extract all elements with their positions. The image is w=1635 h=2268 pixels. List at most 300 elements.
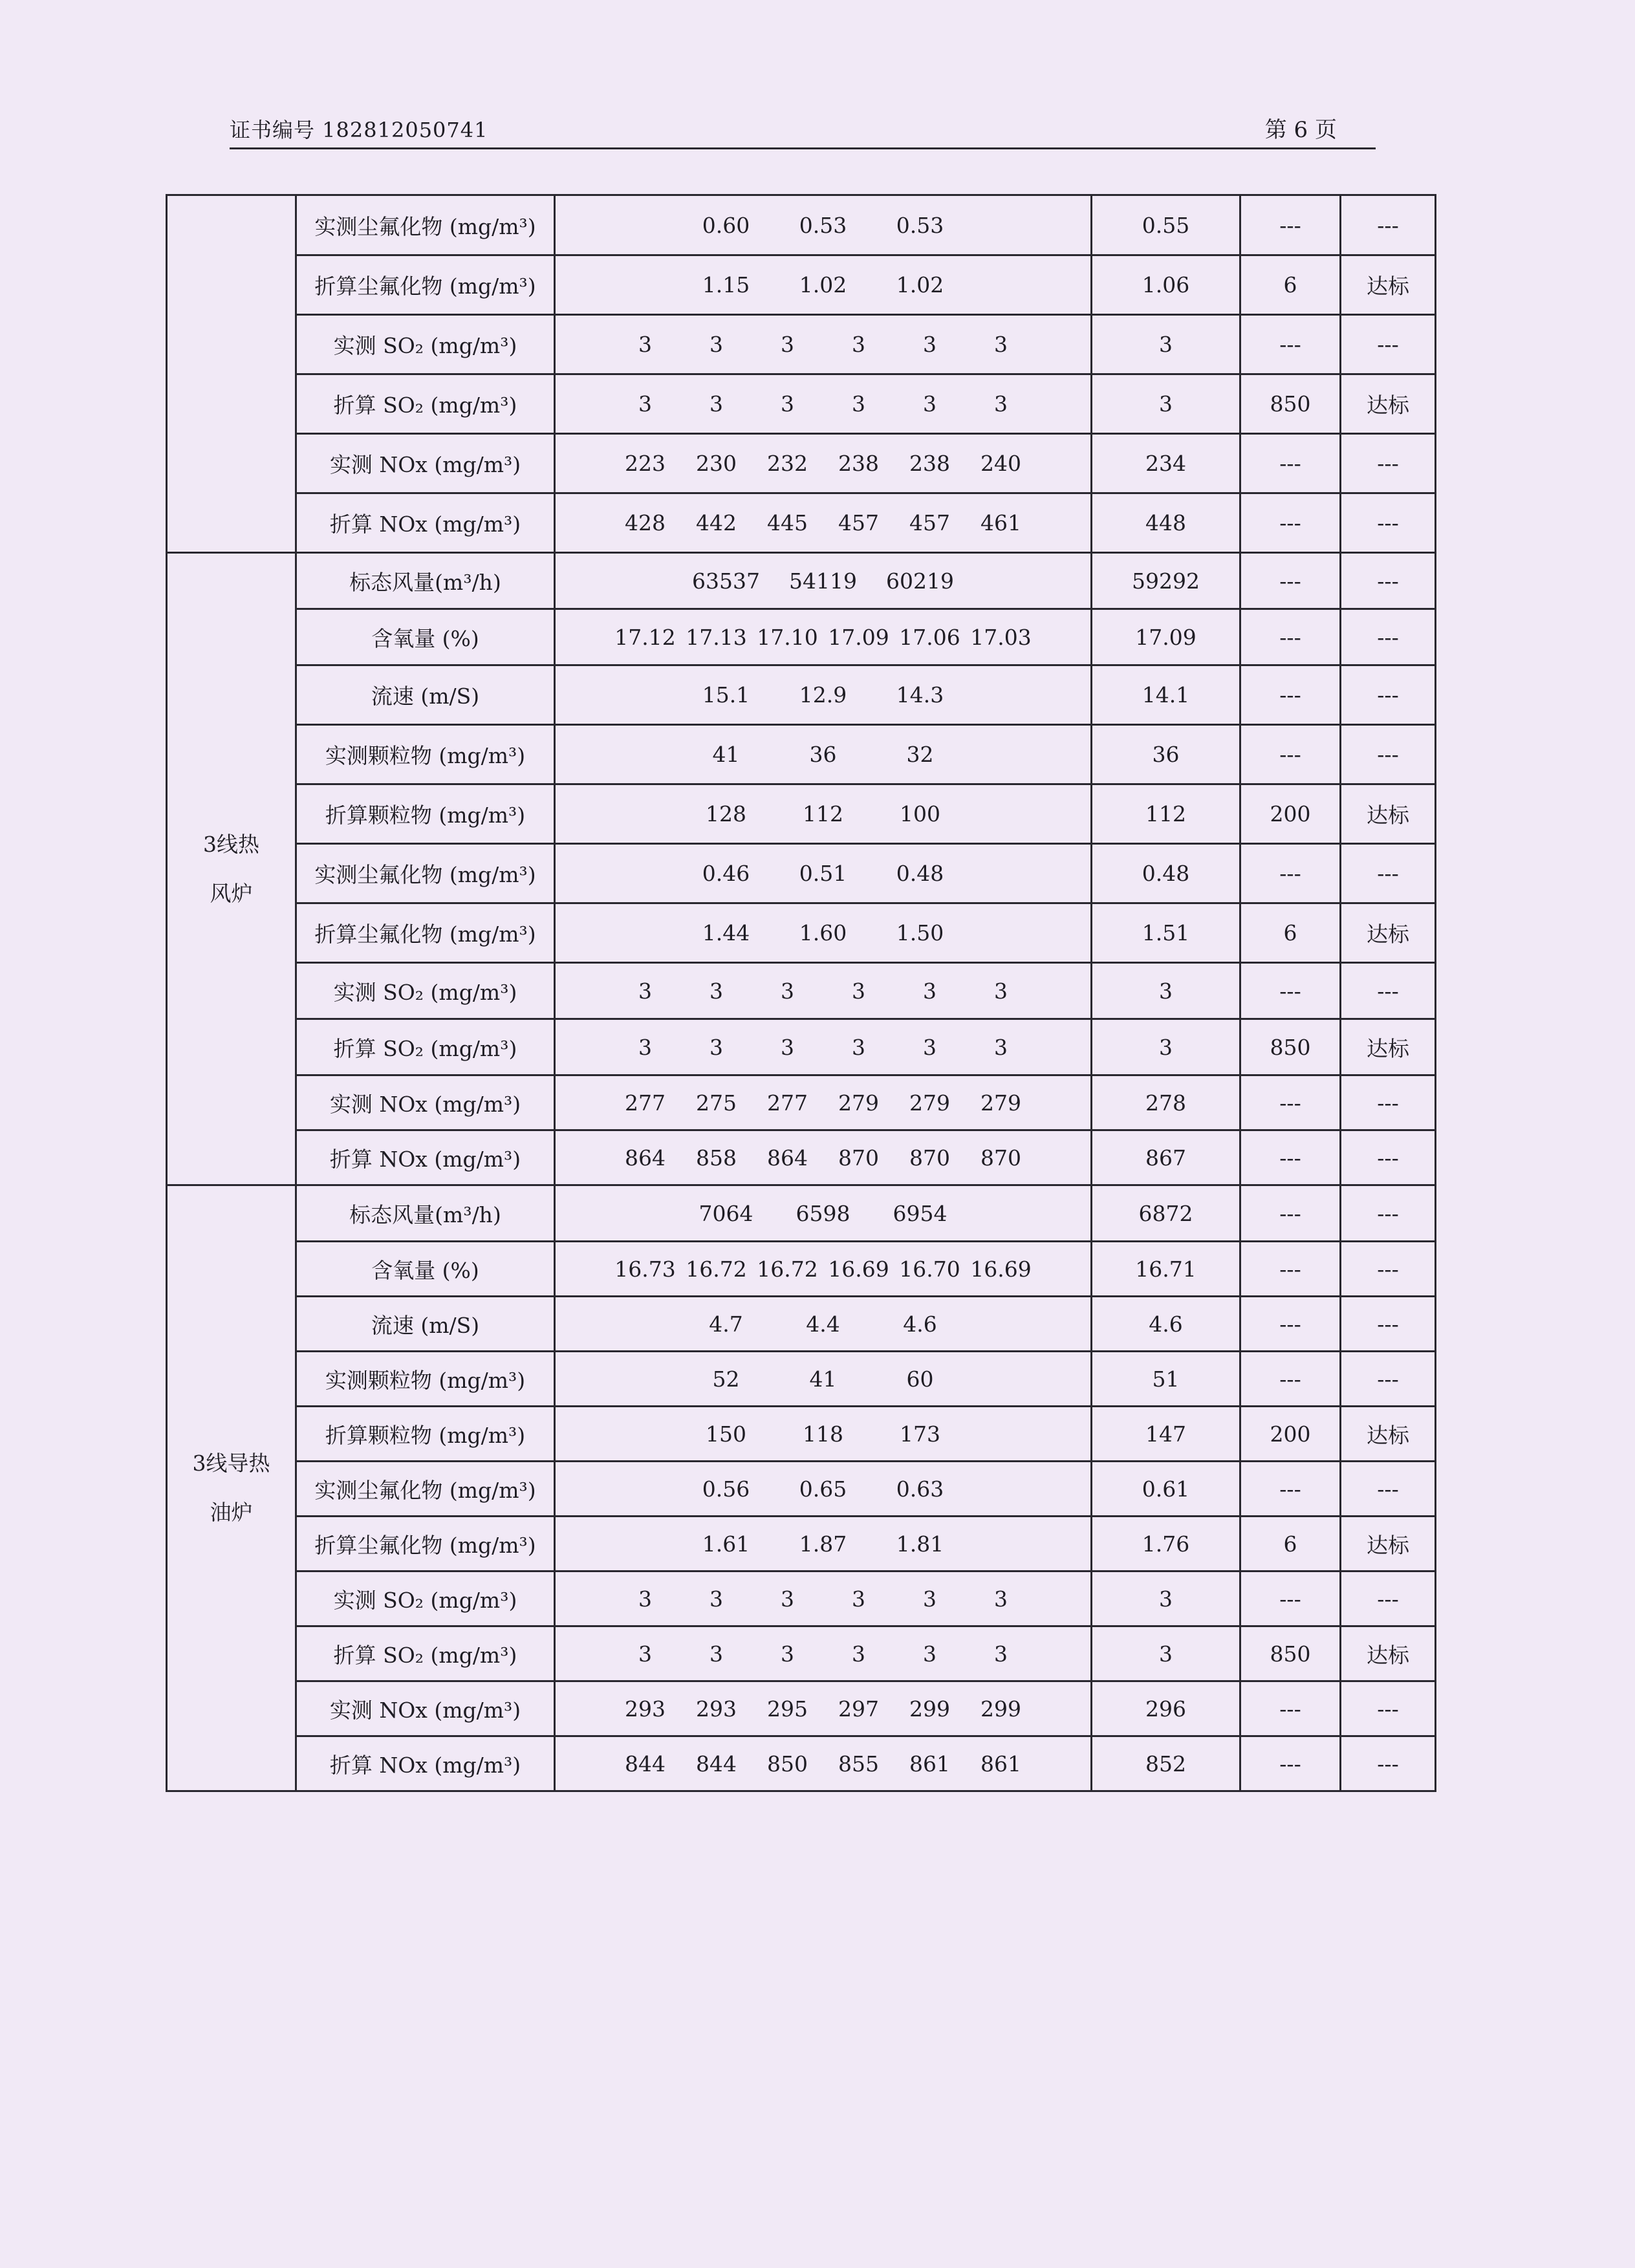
- parameter-cell: 折算尘氟化物 (mg/m³): [296, 903, 555, 963]
- measured-value: 1.02: [799, 272, 847, 297]
- measured-value: 60219: [886, 568, 954, 594]
- parameter-cell: 流速 (m/S): [296, 1297, 555, 1352]
- table-row: [167, 1019, 1436, 1075]
- parameter-cell: 实测颗粒物 (mg/m³): [296, 725, 555, 784]
- measured-value: 4.4: [806, 1311, 840, 1337]
- average-value-cell: 0.61: [1092, 1462, 1240, 1517]
- measured-value: 3: [923, 1641, 937, 1667]
- measured-value: 3: [781, 978, 794, 1004]
- measured-value: 7064: [698, 1200, 753, 1226]
- measured-value: 870: [909, 1145, 950, 1171]
- parameter-cell: 实测颗粒物 (mg/m³): [296, 1352, 555, 1407]
- measured-value: 299: [909, 1696, 950, 1722]
- measured-value: 17.03: [970, 624, 1032, 650]
- measured-value: 1.15: [702, 272, 750, 297]
- measured-value: 277: [767, 1090, 808, 1116]
- measured-value: 4.6: [903, 1311, 937, 1337]
- measured-value: 0.46: [702, 861, 750, 886]
- limit-value-cell: ---: [1240, 1736, 1341, 1791]
- measured-value: 36: [809, 742, 837, 767]
- measured-value: 3: [709, 1586, 723, 1612]
- measured-value: 223: [625, 451, 666, 476]
- measured-values-cell: [555, 665, 1092, 725]
- result-cell: 达标: [1341, 1626, 1436, 1681]
- limit-value-cell: ---: [1240, 963, 1341, 1019]
- result-cell: ---: [1341, 1185, 1436, 1242]
- measured-value: 238: [909, 451, 950, 476]
- table-row: [167, 195, 1436, 255]
- table-row: [167, 374, 1436, 434]
- table-row: [167, 1075, 1436, 1130]
- measured-value: 112: [803, 801, 843, 826]
- measured-value: 0.63: [896, 1476, 944, 1502]
- measured-value: 16.72: [686, 1256, 747, 1282]
- table-row: [167, 1681, 1436, 1736]
- result-cell: 达标: [1341, 784, 1436, 844]
- measured-value: 3: [852, 1034, 865, 1060]
- measured-values-cell: [555, 1352, 1092, 1407]
- measured-value: 279: [838, 1090, 879, 1116]
- measured-values-cell: [555, 844, 1092, 903]
- average-value-cell: 3: [1092, 315, 1240, 374]
- measured-values-cell: [555, 1185, 1092, 1242]
- table-row: [167, 844, 1436, 903]
- measured-value: 3: [638, 1641, 652, 1667]
- measured-value: 1.50: [896, 920, 944, 945]
- limit-value-cell: 6: [1240, 255, 1341, 315]
- source-name-cell: [167, 195, 296, 553]
- table-row: [167, 493, 1436, 553]
- table-row: [167, 1571, 1436, 1626]
- measured-value: 54119: [789, 568, 857, 594]
- measured-value: 442: [696, 510, 737, 535]
- table-row: [167, 1352, 1436, 1407]
- result-cell: ---: [1341, 1352, 1436, 1407]
- limit-value-cell: ---: [1240, 1185, 1341, 1242]
- parameter-cell: 实测 NOx (mg/m³): [296, 1681, 555, 1736]
- result-cell: 达标: [1341, 1517, 1436, 1571]
- measured-values-cell: [555, 255, 1092, 315]
- average-value-cell: 1.51: [1092, 903, 1240, 963]
- measured-value: 17.13: [686, 624, 747, 650]
- measured-value: 0.56: [702, 1476, 750, 1502]
- measured-value: 3: [638, 978, 652, 1004]
- table-row: [167, 784, 1436, 844]
- measured-values-cell: [555, 1297, 1092, 1352]
- measured-values-cell: [555, 1407, 1092, 1462]
- source-name-line2: 油炉: [210, 1500, 253, 1525]
- limit-value-cell: ---: [1240, 1462, 1341, 1517]
- average-value-cell: 1.76: [1092, 1517, 1240, 1571]
- table-row: [167, 553, 1436, 609]
- measured-value: 3: [923, 1034, 937, 1060]
- measured-values-cell: [555, 1736, 1092, 1791]
- measured-value: 52: [712, 1366, 740, 1392]
- source-name-cell: [167, 1185, 296, 1791]
- average-value-cell: 852: [1092, 1736, 1240, 1791]
- measured-value: 3: [781, 391, 794, 416]
- measured-value: 445: [767, 510, 808, 535]
- limit-value-cell: 850: [1240, 374, 1341, 434]
- measured-values-cell: [555, 1681, 1092, 1736]
- measured-value: 100: [900, 801, 940, 826]
- measured-value: 864: [767, 1145, 808, 1171]
- measured-values-cell: [555, 609, 1092, 665]
- measured-value: 3: [923, 1586, 937, 1612]
- measured-value: 428: [625, 510, 666, 535]
- table-row: [167, 315, 1436, 374]
- measured-value: 118: [803, 1421, 843, 1447]
- table-row: [167, 1130, 1436, 1185]
- measured-value: 3: [638, 1586, 652, 1612]
- measured-value: 279: [909, 1090, 950, 1116]
- measured-value: 870: [980, 1145, 1021, 1171]
- average-value-cell: 17.09: [1092, 609, 1240, 665]
- parameter-cell: 折算 NOx (mg/m³): [296, 493, 555, 553]
- measured-value: 4.7: [709, 1311, 743, 1337]
- result-cell: 达标: [1341, 903, 1436, 963]
- table-row: [167, 1407, 1436, 1462]
- measured-value: 3: [994, 978, 1008, 1004]
- parameter-cell: 实测 SO₂ (mg/m³): [296, 963, 555, 1019]
- average-value-cell: 3: [1092, 963, 1240, 1019]
- result-cell: ---: [1341, 1297, 1436, 1352]
- measured-value: 128: [706, 801, 746, 826]
- measured-values-cell: [555, 434, 1092, 493]
- measured-values-cell: [555, 963, 1092, 1019]
- limit-value-cell: ---: [1240, 725, 1341, 784]
- table-row: [167, 609, 1436, 665]
- page-header: [230, 109, 1376, 149]
- measured-value: 850: [767, 1751, 808, 1777]
- parameter-cell: 折算 NOx (mg/m³): [296, 1130, 555, 1185]
- measured-value: 299: [980, 1696, 1021, 1722]
- parameter-cell: 折算尘氟化物 (mg/m³): [296, 255, 555, 315]
- limit-value-cell: ---: [1240, 1297, 1341, 1352]
- measured-value: 3: [709, 1034, 723, 1060]
- emission-test-table: [166, 194, 1436, 1792]
- measured-value: 240: [980, 451, 1021, 476]
- table-row: [167, 1517, 1436, 1571]
- average-value-cell: 448: [1092, 493, 1240, 553]
- measured-value: 3: [781, 1586, 794, 1612]
- measured-value: 41: [809, 1366, 837, 1392]
- table-row: [167, 725, 1436, 784]
- parameter-cell: 标态风量(m³/h): [296, 553, 555, 609]
- parameter-cell: 折算 NOx (mg/m³): [296, 1736, 555, 1791]
- measured-value: 279: [980, 1090, 1021, 1116]
- parameter-cell: 实测 SO₂ (mg/m³): [296, 1571, 555, 1626]
- measured-value: 41: [712, 742, 740, 767]
- parameter-cell: 折算颗粒物 (mg/m³): [296, 784, 555, 844]
- measured-value: 3: [852, 1586, 865, 1612]
- table-row: [167, 1736, 1436, 1791]
- parameter-cell: 实测 NOx (mg/m³): [296, 434, 555, 493]
- measured-value: 277: [625, 1090, 666, 1116]
- average-value-cell: 0.48: [1092, 844, 1240, 903]
- result-cell: ---: [1341, 1571, 1436, 1626]
- average-value-cell: 867: [1092, 1130, 1240, 1185]
- result-cell: ---: [1341, 844, 1436, 903]
- average-value-cell: 16.71: [1092, 1242, 1240, 1297]
- table-body: [167, 195, 1436, 1791]
- measured-values-cell: [555, 1517, 1092, 1571]
- measured-value: 3: [923, 391, 937, 416]
- parameter-cell: 折算 SO₂ (mg/m³): [296, 374, 555, 434]
- table-row: [167, 963, 1436, 1019]
- measured-value: 293: [625, 1696, 666, 1722]
- measured-value: 16.70: [899, 1256, 960, 1282]
- table-row: [167, 1297, 1436, 1352]
- measured-value: 3: [638, 332, 652, 357]
- average-value-cell: 4.6: [1092, 1297, 1240, 1352]
- table-row: [167, 1626, 1436, 1681]
- average-value-cell: 1.06: [1092, 255, 1240, 315]
- measured-value: 150: [706, 1421, 746, 1447]
- average-value-cell: 147: [1092, 1407, 1240, 1462]
- limit-value-cell: 850: [1240, 1626, 1341, 1681]
- measured-value: 17.06: [899, 624, 960, 650]
- measured-value: 0.53: [799, 212, 847, 238]
- measured-value: 16.69: [970, 1256, 1032, 1282]
- measured-values-cell: [555, 1019, 1092, 1075]
- measured-value: 17.12: [614, 624, 676, 650]
- average-value-cell: 51: [1092, 1352, 1240, 1407]
- measured-value: 3: [994, 391, 1008, 416]
- source-name-line1: 3线热: [203, 831, 259, 857]
- measured-values-cell: [555, 725, 1092, 784]
- table-row: [167, 665, 1436, 725]
- parameter-cell: 实测尘氟化物 (mg/m³): [296, 844, 555, 903]
- result-cell: ---: [1341, 609, 1436, 665]
- limit-value-cell: 6: [1240, 903, 1341, 963]
- average-value-cell: 59292: [1092, 553, 1240, 609]
- measured-values-cell: [555, 1462, 1092, 1517]
- measured-value: 1.60: [799, 920, 847, 945]
- result-cell: 达标: [1341, 1019, 1436, 1075]
- result-cell: ---: [1341, 553, 1436, 609]
- measured-value: 0.51: [799, 861, 847, 886]
- table-row: [167, 434, 1436, 493]
- measured-value: 15.1: [702, 682, 750, 707]
- measured-value: 861: [980, 1751, 1021, 1777]
- measured-value: 60: [906, 1366, 934, 1392]
- result-cell: ---: [1341, 1462, 1436, 1517]
- parameter-cell: 折算 SO₂ (mg/m³): [296, 1626, 555, 1681]
- measured-value: 275: [696, 1090, 737, 1116]
- measured-value: 3: [709, 1641, 723, 1667]
- measured-value: 3: [852, 332, 865, 357]
- measured-values-cell: [555, 1075, 1092, 1130]
- limit-value-cell: ---: [1240, 553, 1341, 609]
- certificate-number: 证书编号 182812050741: [230, 118, 488, 142]
- measured-value: 3: [852, 978, 865, 1004]
- measured-value: 12.9: [799, 682, 847, 707]
- measured-value: 230: [696, 451, 737, 476]
- measured-values-cell: [555, 1626, 1092, 1681]
- parameter-cell: 实测 NOx (mg/m³): [296, 1075, 555, 1130]
- measured-value: 32: [906, 742, 934, 767]
- measured-value: 3: [709, 978, 723, 1004]
- average-value-cell: 3: [1092, 1626, 1240, 1681]
- limit-value-cell: ---: [1240, 493, 1341, 553]
- measured-value: 461: [980, 510, 1021, 535]
- measured-value: 14.3: [896, 682, 944, 707]
- measured-value: 3: [994, 1641, 1008, 1667]
- measured-value: 3: [781, 1641, 794, 1667]
- source-name-line2: 风炉: [210, 880, 253, 906]
- measured-value: 0.60: [702, 212, 750, 238]
- measured-value: 293: [696, 1696, 737, 1722]
- measured-value: 3: [994, 1034, 1008, 1060]
- average-value-cell: 6872: [1092, 1185, 1240, 1242]
- measured-value: 457: [838, 510, 879, 535]
- measured-value: 3: [852, 1641, 865, 1667]
- result-cell: ---: [1341, 1242, 1436, 1297]
- average-value-cell: 3: [1092, 1571, 1240, 1626]
- average-value-cell: 296: [1092, 1681, 1240, 1736]
- measured-value: 864: [625, 1145, 666, 1171]
- measured-value: 1.87: [799, 1531, 847, 1557]
- source-name-line1: 3线导热: [192, 1451, 270, 1476]
- parameter-cell: 折算 SO₂ (mg/m³): [296, 1019, 555, 1075]
- measured-value: 16.72: [757, 1256, 818, 1282]
- result-cell: ---: [1341, 434, 1436, 493]
- measured-value: 3: [852, 391, 865, 416]
- limit-value-cell: ---: [1240, 844, 1341, 903]
- average-value-cell: 0.55: [1092, 195, 1240, 255]
- page-number: 第 6 页: [1264, 117, 1337, 143]
- measured-value: 16.69: [828, 1256, 889, 1282]
- measured-values-cell: [555, 1242, 1092, 1297]
- measured-value: 232: [767, 451, 808, 476]
- table-row: [167, 255, 1436, 315]
- result-cell: ---: [1341, 963, 1436, 1019]
- result-cell: ---: [1341, 195, 1436, 255]
- limit-value-cell: ---: [1240, 1681, 1341, 1736]
- measured-value: 858: [696, 1145, 737, 1171]
- limit-value-cell: ---: [1240, 434, 1341, 493]
- measured-values-cell: [555, 553, 1092, 609]
- measured-values-cell: [555, 374, 1092, 434]
- measured-value: 238: [838, 451, 879, 476]
- parameter-cell: 实测尘氟化物 (mg/m³): [296, 195, 555, 255]
- limit-value-cell: 200: [1240, 784, 1341, 844]
- limit-value-cell: ---: [1240, 1571, 1341, 1626]
- result-cell: 达标: [1341, 1407, 1436, 1462]
- result-cell: ---: [1341, 1130, 1436, 1185]
- limit-value-cell: 850: [1240, 1019, 1341, 1075]
- measured-values-cell: [555, 903, 1092, 963]
- measured-values-cell: [555, 315, 1092, 374]
- parameter-cell: 实测 SO₂ (mg/m³): [296, 315, 555, 374]
- average-value-cell: 3: [1092, 1019, 1240, 1075]
- result-cell: ---: [1341, 315, 1436, 374]
- average-value-cell: 3: [1092, 374, 1240, 434]
- measured-value: 0.65: [799, 1476, 847, 1502]
- measured-value: 16.73: [614, 1256, 676, 1282]
- measured-value: 63537: [692, 568, 760, 594]
- measured-values-cell: [555, 195, 1092, 255]
- measured-value: 173: [900, 1421, 940, 1447]
- limit-value-cell: ---: [1240, 1130, 1341, 1185]
- measured-value: 3: [781, 1034, 794, 1060]
- measured-value: 1.81: [896, 1531, 944, 1557]
- parameter-cell: 折算尘氟化物 (mg/m³): [296, 1517, 555, 1571]
- source-name-cell: [167, 553, 296, 1185]
- measured-value: 6954: [893, 1200, 947, 1226]
- result-cell: ---: [1341, 493, 1436, 553]
- measured-value: 870: [838, 1145, 879, 1171]
- table-row: [167, 1462, 1436, 1517]
- parameter-cell: 含氧量 (%): [296, 1242, 555, 1297]
- measured-value: 1.02: [896, 272, 944, 297]
- parameter-cell: 折算颗粒物 (mg/m³): [296, 1407, 555, 1462]
- measured-value: 844: [625, 1751, 666, 1777]
- result-cell: ---: [1341, 1075, 1436, 1130]
- measured-value: 17.09: [828, 624, 889, 650]
- measured-value: 855: [838, 1751, 879, 1777]
- limit-value-cell: 200: [1240, 1407, 1341, 1462]
- measured-value: 3: [781, 332, 794, 357]
- result-cell: ---: [1341, 1681, 1436, 1736]
- measured-value: 1.61: [702, 1531, 750, 1557]
- result-cell: ---: [1341, 1736, 1436, 1791]
- measured-value: 3: [923, 978, 937, 1004]
- parameter-cell: 实测尘氟化物 (mg/m³): [296, 1462, 555, 1517]
- table-row: [167, 1242, 1436, 1297]
- measured-value: 3: [994, 332, 1008, 357]
- limit-value-cell: 6: [1240, 1517, 1341, 1571]
- limit-value-cell: ---: [1240, 1075, 1341, 1130]
- measured-value: 0.53: [896, 212, 944, 238]
- measured-value: 17.10: [757, 624, 818, 650]
- average-value-cell: 14.1: [1092, 665, 1240, 725]
- result-cell: 达标: [1341, 255, 1436, 315]
- table-row: [167, 903, 1436, 963]
- limit-value-cell: ---: [1240, 609, 1341, 665]
- average-value-cell: 234: [1092, 434, 1240, 493]
- measured-value: 3: [923, 332, 937, 357]
- limit-value-cell: ---: [1240, 315, 1341, 374]
- measured-value: 1.44: [702, 920, 750, 945]
- measured-value: 861: [909, 1751, 950, 1777]
- measured-value: 297: [838, 1696, 879, 1722]
- average-value-cell: 112: [1092, 784, 1240, 844]
- limit-value-cell: ---: [1240, 195, 1341, 255]
- measured-value: 844: [696, 1751, 737, 1777]
- average-value-cell: 278: [1092, 1075, 1240, 1130]
- measured-value: 6598: [796, 1200, 850, 1226]
- limit-value-cell: ---: [1240, 1242, 1341, 1297]
- measured-value: 3: [638, 1034, 652, 1060]
- result-cell: 达标: [1341, 374, 1436, 434]
- measured-values-cell: [555, 1130, 1092, 1185]
- measured-values-cell: [555, 1571, 1092, 1626]
- average-value-cell: 36: [1092, 725, 1240, 784]
- parameter-cell: 标态风量(m³/h): [296, 1185, 555, 1242]
- measured-value: 295: [767, 1696, 808, 1722]
- measured-value: 3: [994, 1586, 1008, 1612]
- measured-value: 3: [638, 391, 652, 416]
- limit-value-cell: ---: [1240, 1352, 1341, 1407]
- table-row: [167, 1185, 1436, 1242]
- measured-value: 0.48: [896, 861, 944, 886]
- measured-values-cell: [555, 784, 1092, 844]
- parameter-cell: 含氧量 (%): [296, 609, 555, 665]
- result-cell: ---: [1341, 665, 1436, 725]
- measured-values-cell: [555, 493, 1092, 553]
